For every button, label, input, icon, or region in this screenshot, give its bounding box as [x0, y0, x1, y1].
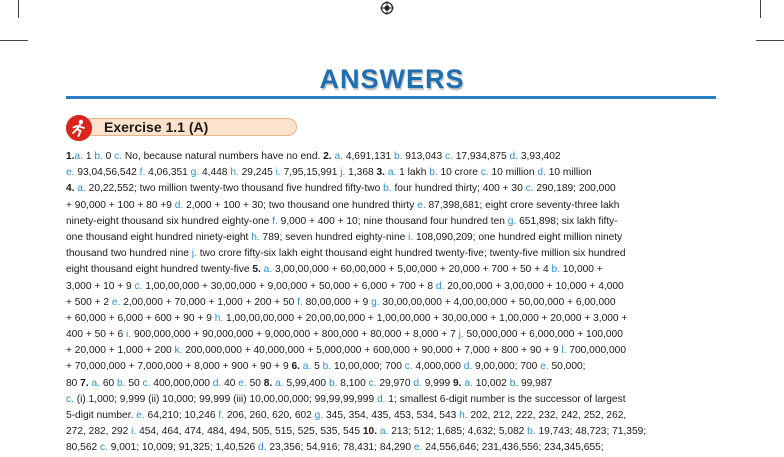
answer-text: 3,93,402 [520, 151, 561, 162]
answer-text: 50 [249, 377, 264, 389]
part-letter: g. [371, 296, 383, 308]
answer-text: 7,95,15,991 [283, 167, 341, 179]
part-letter: k. [174, 345, 186, 357]
answer-text: 93,04,56,542 [77, 167, 140, 179]
part-letter: i. [408, 231, 417, 243]
question-number: 9. [453, 377, 462, 389]
answer-text: 913,043 [405, 151, 445, 162]
part-letter: d. [509, 151, 521, 162]
part-letter: f. [272, 215, 281, 227]
answer-line [66, 246, 718, 262]
part-letter: b. [328, 377, 341, 389]
part-letter: i. [275, 167, 284, 179]
answer-text: 1,368 [348, 167, 377, 179]
answer-text: + 90,000 + 100 + 80 +9 [66, 199, 175, 211]
answer-text: 789; seven hundred eighty-nine [262, 231, 409, 243]
part-letter: b. [94, 151, 106, 162]
part-letter: l. [561, 345, 570, 357]
answer-text: 10,002 [475, 377, 510, 389]
answer-text: + 60,000 + 6,000 + 600 + 90 + 9 [66, 312, 215, 324]
answer-text: 9,001; 10,009; 91,325; 1,40,526 [110, 442, 259, 454]
part-letter: j. [191, 248, 200, 260]
answer-text: 8,100 [340, 377, 369, 389]
part-letter: e. [413, 442, 426, 454]
answer-text: 10,000 + [562, 264, 603, 276]
part-letter: c. [480, 167, 492, 179]
part-letter: e. [111, 296, 124, 308]
answers-body [66, 149, 718, 457]
answer-text: 2,000 + 100 + 30; two thousand one hundred thirty [186, 199, 418, 211]
answer-text: 4,691,131 [345, 151, 394, 162]
answer-text: 50,000,000 + 6,000,000 + 100,000 [466, 329, 623, 341]
answer-text: 1,00,00,00,000 + 20,00,00,000 + 1,00,00,000 + 30,00,000 + 1,00,000 + 20,000 + 3,000 + [226, 312, 628, 324]
answer-text: 400 + 50 + 6 [66, 329, 127, 341]
answer-line [66, 440, 718, 456]
part-letter: a. [385, 167, 400, 179]
answer-text: four hundred thirty; 400 + 30 [394, 183, 526, 195]
part-letter: a. [74, 151, 86, 162]
part-letter: h. [230, 167, 242, 179]
answer-text: 0 [105, 151, 115, 162]
answer-line [66, 392, 718, 408]
part-letter: d. [376, 393, 389, 405]
answer-text: + 500 + 2 [66, 296, 112, 308]
answer-text: 20,22,552; two million twenty-two thousand five hundred fifty-two [88, 183, 384, 195]
answer-text: 900,000,000 + 90,000,000 + 9,000,000 + 800,000 + 80,000 + 8,000 + 7 [133, 329, 459, 341]
part-letter: c. [525, 183, 537, 195]
question-number: 10. [362, 426, 378, 438]
answer-text: 29,970 [379, 377, 414, 389]
runner-icon [66, 115, 92, 141]
answer-text: 5 [314, 361, 323, 373]
answer-text: 80 [66, 377, 81, 389]
answer-line [66, 165, 718, 181]
answer-text: 87,398,681; eight crore seventy-three lakh [428, 199, 620, 211]
answer-text: 4,06,351 [148, 167, 191, 179]
answer-line [66, 408, 718, 424]
question-number: 7. [80, 377, 89, 389]
question-number: 1. [66, 151, 75, 162]
answer-text: 99,987 [521, 377, 553, 389]
answer-text: 3,00,00,000 + 60,00,000 + 5,00,000 + 20,000 + 700 + 50 + 4 [275, 264, 552, 276]
part-letter: f. [297, 296, 306, 308]
answer-text: one thousand eight hundred ninety-eight [66, 231, 252, 243]
answer-text: 1; smallest 6-digit number is the successor of largest [388, 393, 626, 405]
answer-text: 700,000,000 [569, 345, 626, 357]
part-letter: g. [507, 215, 520, 227]
answer-line [66, 343, 718, 359]
answer-line [66, 359, 718, 375]
answer-text: 20,00,000 + 3,00,000 + 10,000 + 4,000 [447, 280, 624, 292]
answer-line [66, 262, 718, 278]
answer-text: 200,000,000 + 40,000,000 + 5,000,000 + 600,000 + 90,000 + 7,000 + 800 + 90 + 9 [185, 345, 562, 357]
answer-text: 50,000; [551, 361, 586, 373]
part-letter: j. [458, 329, 467, 341]
answer-text: 2,00,000 + 70,000 + 1,000 + 200 + 50 [123, 296, 298, 308]
part-letter: e. [66, 167, 78, 179]
crop-mark [756, 40, 784, 41]
part-letter: d. [463, 361, 476, 373]
answer-line [66, 424, 718, 440]
answer-text: 9,000 + 400 + 10; nine thousand four hundred ten [280, 215, 508, 227]
question-number: 3. [376, 167, 385, 179]
answer-line [66, 230, 718, 246]
part-letter: a. [260, 264, 276, 276]
part-letter: a. [88, 377, 103, 389]
answer-text: 50 [128, 377, 143, 389]
answer-text: 4,000,000 [415, 361, 464, 373]
answer-text: 23,356; 54,916; 78,431; 84,290 [269, 442, 414, 454]
answer-text: 202, 212, 222, 232, 242, 252, 262, [470, 410, 627, 421]
part-letter: b. [393, 151, 406, 162]
part-letter: d. [258, 442, 270, 454]
answer-line [66, 181, 718, 197]
question-number: 8. [263, 377, 273, 389]
part-letter: g. [314, 410, 326, 421]
answer-text: 5,99,400 [286, 377, 329, 389]
answer-text: No, because natural numbers have no end. [124, 151, 324, 162]
answer-text: 40 [224, 377, 239, 389]
answer-text: 400,000,000 [153, 377, 213, 389]
part-letter: a. [299, 361, 315, 373]
part-letter: i. [131, 426, 140, 438]
answer-text: 1 [85, 151, 95, 162]
answer-text: 5-digit number. [66, 410, 137, 421]
part-letter: c. [134, 280, 146, 292]
answer-text: 19,743; 48,723; 71,359; [538, 426, 647, 438]
part-letter: c. [66, 393, 77, 405]
part-letter: d. [413, 377, 425, 389]
exercise-label: Exercise 1.1 (A) [104, 119, 209, 135]
part-letter: b. [117, 377, 129, 389]
part-letter: d. [174, 199, 187, 211]
answer-text: thousand two hundred nine [66, 248, 192, 260]
answer-text: 1 lakh [399, 167, 430, 179]
answer-text: 10 crore [440, 167, 481, 179]
crop-mark [0, 40, 28, 41]
part-letter: a. [74, 183, 89, 195]
answer-text: 10 million [548, 167, 592, 179]
part-letter: b. [527, 426, 539, 438]
part-letter: b. [509, 377, 522, 389]
part-letter: a. [377, 426, 392, 438]
crop-mark [760, 0, 761, 18]
part-letter: f. [139, 167, 149, 179]
answer-text: 64,210; 10,246 [147, 410, 219, 421]
answer-text: 206, 260, 620, 602 [226, 410, 315, 421]
answer-line [66, 376, 718, 392]
part-letter: h. [251, 231, 263, 243]
answer-line [66, 149, 718, 165]
answer-line [66, 214, 718, 230]
part-letter: c. [142, 377, 154, 389]
answer-text: 9,999 [424, 377, 454, 389]
part-letter: a. [272, 377, 287, 389]
answer-text: 4,448 [201, 167, 231, 179]
answer-text: 1,00,00,000 + 30,00,000 + 9,00,000 + 50,000 + 6,000 + 700 + 8 [145, 280, 436, 292]
page-title: ANSWERS [319, 64, 465, 94]
part-letter: e. [417, 199, 429, 211]
question-number: 2. [323, 151, 332, 162]
registration-mark-icon [380, 1, 394, 15]
answer-text: (i) 1,000; 9,999 (ii) 10,000; 99,999 (iii) 10,00,00,000; 99,99,99,999 [76, 393, 377, 405]
answer-line [66, 279, 718, 295]
part-letter: b. [322, 361, 334, 373]
answer-text: 60 [102, 377, 118, 389]
crop-mark [18, 0, 19, 18]
answer-text: ninety-eight thousand six hundred eighty-one [66, 215, 273, 227]
part-letter: c. [404, 361, 416, 373]
question-number: 6. [291, 361, 300, 373]
answer-text: two crore fifty-six lakh eight thousand eight hundred twenty-five; twenty-five million six hundred [199, 248, 626, 260]
answer-text: 213; 512; 1,685; 4,632; 5,082 [391, 426, 528, 438]
part-letter: c. [444, 151, 456, 162]
answer-line [66, 198, 718, 214]
answer-text: 10 million [491, 167, 538, 179]
part-letter: b. [551, 264, 563, 276]
part-letter: c. [100, 442, 111, 454]
answer-text: 3,000 + 10 + 9 [66, 280, 135, 292]
answer-text: 10,00,000; 700 [333, 361, 405, 373]
answer-text: 108,090,209; one hundred eight million ninety [416, 231, 623, 243]
answer-text: 345, 354, 435, 453, 534, 543 [326, 410, 460, 421]
part-letter: h. [459, 410, 471, 421]
part-letter: a. [331, 151, 346, 162]
question-number: 5. [252, 264, 261, 276]
answer-text: 272, 282, 292 [66, 426, 132, 438]
answer-text: 290,189; 200,000 [536, 183, 616, 195]
answer-text: 29,245 [241, 167, 276, 179]
answer-text: 24,556,646; 231,436,556; 234,345,655; [425, 442, 604, 454]
part-letter: h. [214, 312, 227, 324]
answer-text: 17,934,875 [455, 151, 510, 162]
answer-text: 30,00,00,000 + 4,00,00,000 + 50,00,000 + 6,00,000 [382, 296, 616, 308]
answer-text: 651,898; six lakh fifty- [519, 215, 618, 227]
part-letter: b. [383, 183, 395, 195]
answer-text: + 20,000 + 1,000 + 200 [66, 345, 175, 357]
part-letter: d. [212, 377, 225, 389]
answer-text: 9,00,000; 700 [475, 361, 541, 373]
answer-text: eight thousand eight hundred twenty-five [66, 264, 253, 276]
answer-text: 80,00,000 + 9 [305, 296, 372, 308]
part-letter: e. [540, 361, 552, 373]
part-letter: f. [218, 410, 227, 421]
answer-text: + 70,000,000 + 7,000,000 + 8,000 + 900 + 90 + 9 [66, 361, 292, 373]
part-letter: b. [429, 167, 441, 179]
part-letter: c. [114, 151, 125, 162]
part-letter: e. [238, 377, 250, 389]
title-rule [66, 96, 716, 99]
answer-line [66, 295, 718, 311]
part-letter: d. [435, 280, 448, 292]
answer-line [66, 311, 718, 327]
part-letter: g. [190, 167, 202, 179]
part-letter: i. [126, 329, 134, 341]
part-letter: c. [368, 377, 380, 389]
answer-text: 454, 464, 474, 484, 494, 505, 515, 525, 535, 545 [139, 426, 363, 438]
part-letter: e. [136, 410, 148, 421]
question-number: 4. [66, 183, 75, 195]
part-letter: a. [461, 377, 476, 389]
part-letter: d. [537, 167, 549, 179]
answer-line [66, 327, 718, 343]
part-letter: j. [340, 167, 349, 179]
answer-text: 80,562 [66, 442, 100, 454]
